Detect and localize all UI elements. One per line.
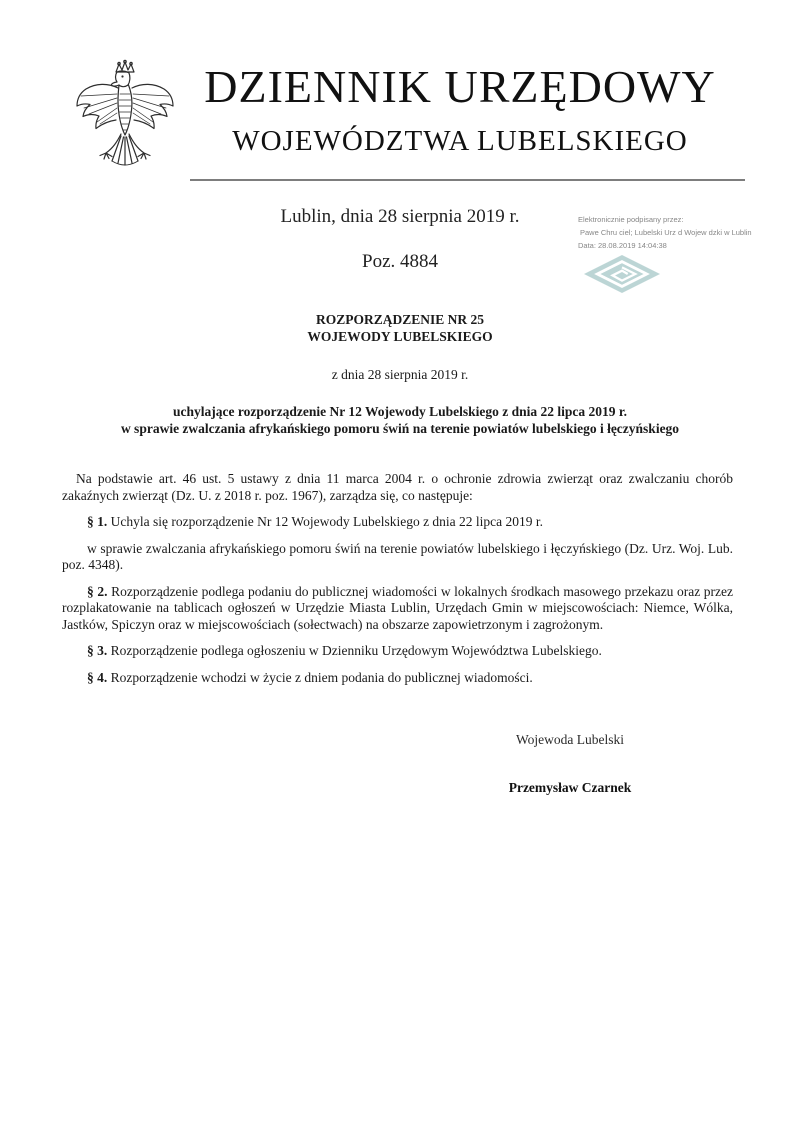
dateline: Lublin, dnia 28 sierpnia 2019 r. [280,206,520,227]
esignature-block [578,213,800,293]
signature-block [400,732,740,796]
masthead-rule [190,179,745,181]
signatory-title: Wojewoda Lubelski [515,732,624,747]
esignature-line1: Elektronicznie podpisany przez: [578,215,684,224]
act-subject-line2: w sprawie zwalczania afrykańskiego pomoru świń na terenie powiatów lubelskiego i łęczyńskiego [120,421,680,436]
act-subject [0,403,800,437]
position-number: Poz. 4884 [362,251,438,272]
act-heading [0,311,800,345]
gazette-title: DZIENNIK URZĘDOWY [204,61,716,112]
signatory-name: Przemysław Czarnek [508,780,632,795]
esignature-signer: Pawe Chru ciel; Lubelski Urz d Wojew dzki w Lublin [580,228,752,237]
paragraph-1-continued: w sprawie zwalczania afrykańskiego pomoru świń na terenie powiatów lubelskiego i łęczyńskiego (Dz. Urz. Woj. Lub. poz. 4348). [62,540,733,572]
act-heading-line2: WOJEWODY LUBELSKIEGO [307,329,493,344]
act-heading-line1: ROZPORZĄDZENIE NR 25 [315,312,485,327]
act-body [62,471,733,686]
paragraph-1: § 1. Uchyla się rozporządzenie Nr 12 Wojewody Lubelskiego z dnia 22 lipca 2019 r. [87,514,544,529]
polish-eagle-emblem [75,58,175,188]
masthead-titles [175,58,745,158]
act-date: z dnia 28 sierpnia 2019 r. [331,367,469,382]
paragraph-preamble: Na podstawie art. 46 ust. 5 ustawy z dnia 11 marca 2004 r. o ochronie zdrowia zwierząt oraz zwalczaniu chorób zakaźnych zwierząt (Dz. U. z 2018 r. poz. 1967), zarządza się, co następuje: [62,471,733,503]
gazette-subtitle: WOJEWÓDZTWA LUBELSKIEGO [232,125,688,157]
paragraph-2: § 2. Rozporządzenie podlega podaniu do publicznej wiadomości w lokalnych środkach masowego przekazu oraz przez rozplakatowanie na tablicach ogłoszeń w Urzędzie Miasta Lublin, Urzędach Gmin w miejscowościach: Niemce, Wólka, Jastków, Spiczyn oraz w miejscowościach (sołectwach) na obszarze zapowietrzonym i zagrożonym. [62,583,734,632]
masthead [75,58,745,188]
esignature-date: Data: 28.08.2019 14:04:38 [578,241,667,250]
paragraph-4: § 4. Rozporządzenie wchodzi w życie z dniem podania do publicznej wiadomości. [87,669,533,685]
act-subject-line1: uchylające rozporządzenie Nr 12 Wojewody Lubelskiego z dnia 22 lipca 2019 r. [173,404,627,419]
esignature-stamp-icon [584,255,660,293]
paragraph-3: § 3. Rozporządzenie podlega ogłoszeniu w Dzienniku Urzędowym Województwa Lubelskiego. [87,643,602,658]
